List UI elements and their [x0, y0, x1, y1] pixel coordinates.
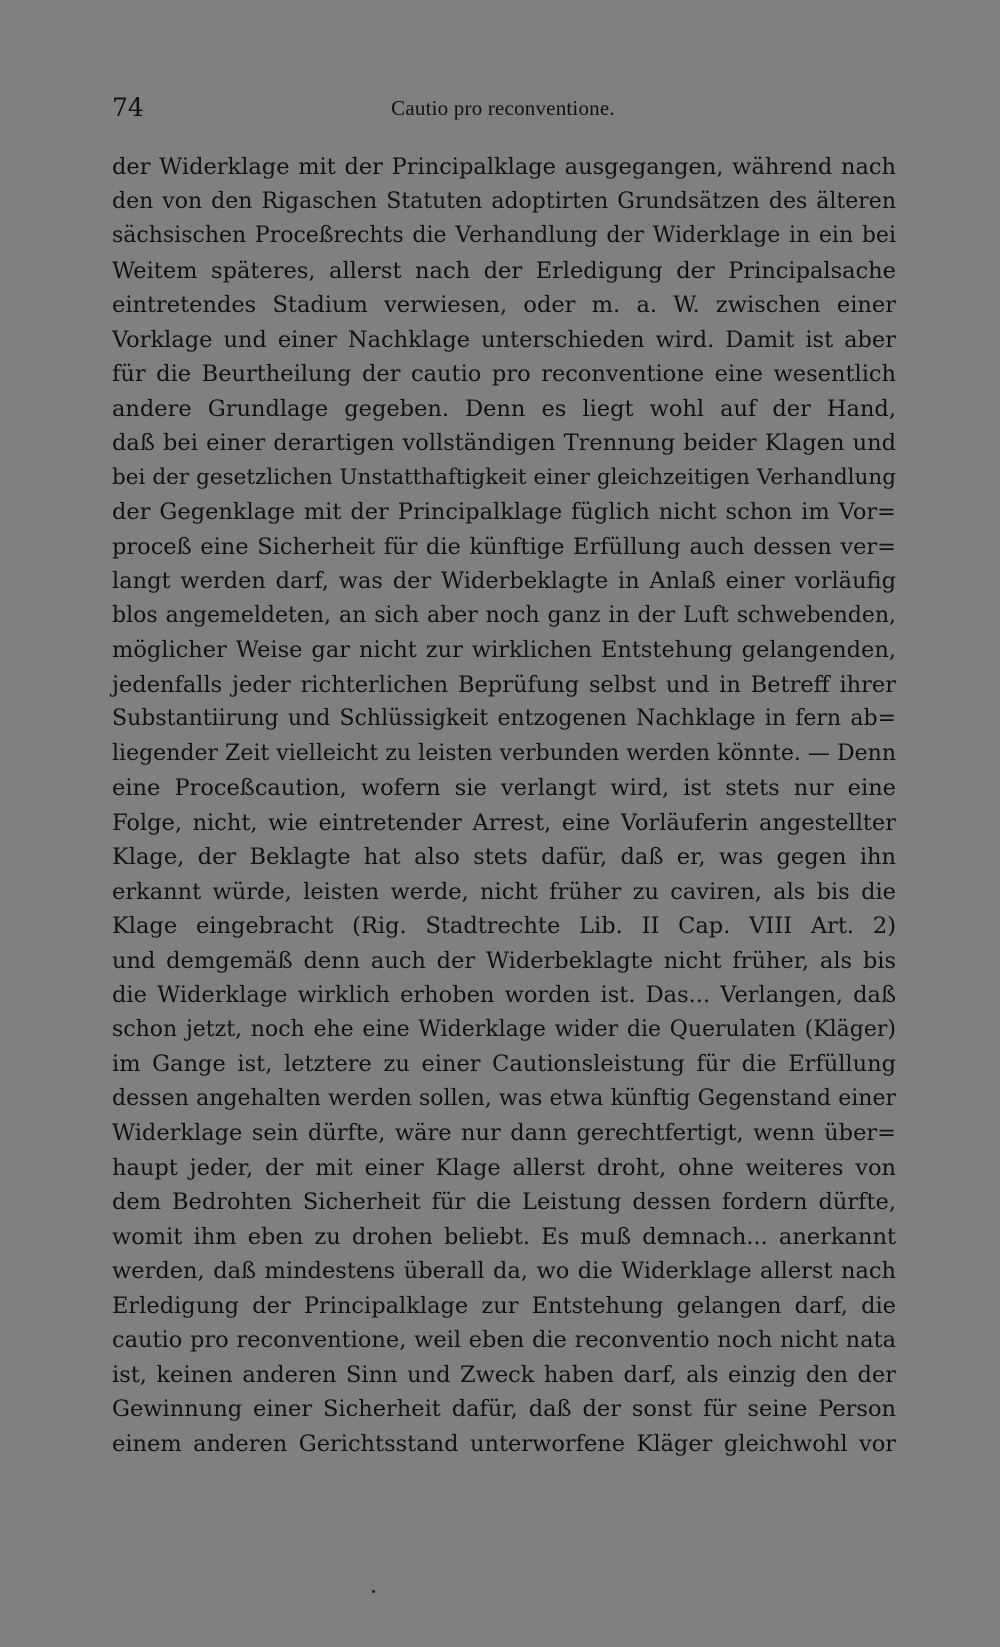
- text-line: und demgemäß denn auch der Widerbeklagte nicht früher, als bis: [112, 947, 896, 974]
- text-line: Vorklage und einer Nachklage unterschieden wird. Damit ist aber: [112, 326, 896, 353]
- text-line: cautio pro reconventione, weil eben die reconventio noch nicht nata: [112, 1327, 896, 1353]
- print-speck: [372, 1590, 375, 1593]
- text-line: im Gange ist, letztere zu einer Cautionsleistung für die Erfüllung: [112, 1051, 896, 1077]
- text-line: blos angemeldeten, an sich aber noch ganz in der Luft schwebenden,: [112, 602, 896, 628]
- text-line: proceß eine Sicherheit für die künftige Erfüllung auch dessen ver=: [112, 533, 896, 560]
- text-line: Substantiirung und Schlüssigkeit entzogenen Nachklage in fern ab=: [112, 706, 896, 731]
- text-line: eintretendes Stadium verwiesen, oder m. a. W. zwischen einer: [112, 292, 896, 318]
- text-line: bei der gesetzlichen Unstatthaftigkeit einer gleichzeitigen Verhandlung: [112, 464, 896, 490]
- text-line: möglicher Weise gar nicht zur wirklichen Entstehung gelangenden,: [112, 637, 896, 663]
- text-line: langt werden darf, was der Widerbeklagte in Anlaß einer vorläufig: [112, 568, 896, 594]
- text-line: Erledigung der Principalklage zur Entstehung gelangen darf, die: [112, 1292, 896, 1319]
- text-line: der Gegenklage mit der Principalklage füglich nicht schon im Vor=: [112, 499, 896, 525]
- running-title: Cautio pro reconventione.: [391, 96, 615, 120]
- text-line: liegender Zeit vielleicht zu leisten verbunden werden könnte. — Denn: [112, 740, 896, 766]
- text-line: dessen angehalten werden sollen, was etwa künftig Gegenstand einer: [112, 1085, 896, 1111]
- text-line: jedenfalls jeder richterlichen Beprüfung selbst und in Betreff ihrer: [112, 671, 896, 698]
- text-line: womit ihm eben zu drohen beliebt. Es muß demnach... anerkannt: [112, 1223, 896, 1250]
- page-header: [112, 88, 894, 128]
- text-line: Widerklage sein dürfte, wäre nur dann gerechtfertigt, wenn über=: [112, 1120, 896, 1146]
- text-line: Folge, nicht, wie eintretender Arrest, eine Vorläuferin angestellter: [112, 809, 896, 836]
- text-line: Klage eingebracht (Rig. Stadtrechte Lib. II Cap. VIII Art. 2): [112, 913, 896, 939]
- text-line: erkannt würde, leisten werde, nicht früher zu caviren, als bis die: [112, 878, 896, 905]
- text-line: dem Bedrohten Sicherheit für die Leistung dessen fordern dürfte,: [112, 1189, 896, 1215]
- text-line: ist, keinen anderen Sinn und Zweck haben darf, als einzig den der: [112, 1361, 896, 1388]
- text-line: der Widerklage mit der Principalklage ausgegangen, während nach: [112, 154, 896, 180]
- text-line: einem anderen Gerichtsstand unterworfene Kläger gleichwohl vor: [112, 1430, 896, 1457]
- text-line: sächsischen Proceßrechts die Verhandlung der Widerklage in ein bei: [112, 223, 896, 248]
- body-text: [112, 150, 896, 1461]
- text-line: Gewinnung einer Sicherheit dafür, daß der sonst für seine Person: [112, 1396, 896, 1422]
- text-line: Weitem späteres, allerst nach der Erledigung der Principalsache: [112, 257, 896, 284]
- text-line: für die Beurtheilung der cautio pro reconventione eine wesentlich: [112, 361, 896, 387]
- text-line: andere Grundlage gegeben. Denn es liegt wohl auf der Hand,: [112, 395, 896, 422]
- text-line: Klage, der Beklagte hat also stets dafür, daß er, was gegen ihn: [112, 844, 896, 870]
- text-line: eine Proceßcaution, wofern sie verlangt wird, ist stets nur eine: [112, 775, 896, 801]
- text-line: den von den Rigaschen Statuten adoptirten Grundsätzen des älteren: [112, 188, 896, 214]
- page-number: 74: [112, 93, 144, 122]
- text-line: schon jetzt, noch ehe eine Widerklage wider die Querulaten (Kläger): [112, 1016, 896, 1042]
- text-line: haupt jeder, der mit einer Klage allerst droht, ohne weiteres von: [112, 1154, 896, 1181]
- text-line: die Widerklage wirklich erhoben worden ist. Das... Verlangen, daß: [112, 982, 896, 1008]
- text-line: werden, daß mindestens überall da, wo die Widerklage allerst nach: [112, 1258, 896, 1284]
- text-line: daß bei einer derartigen vollständigen Trennung beider Klagen und: [112, 430, 896, 456]
